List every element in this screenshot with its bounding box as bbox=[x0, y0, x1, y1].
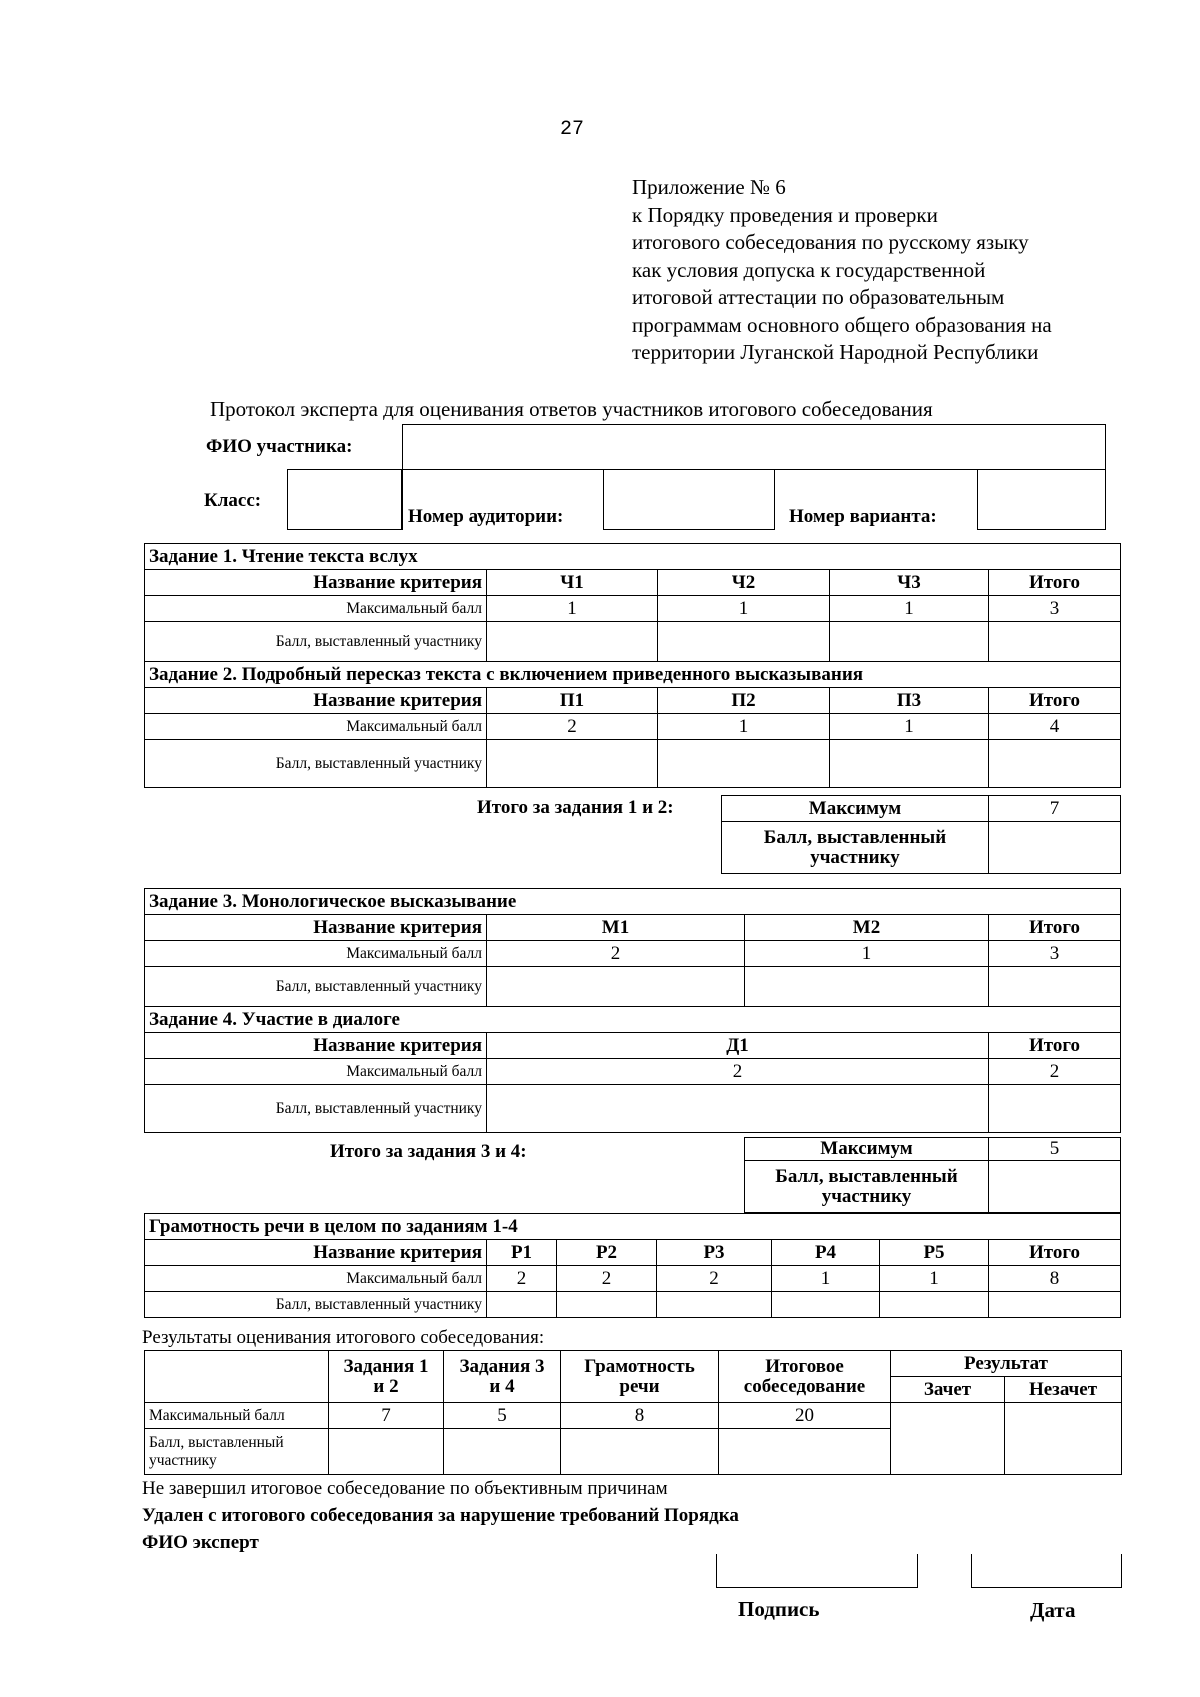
table-row bbox=[145, 1007, 1121, 1033]
score-entry-cell[interactable] bbox=[989, 740, 1121, 788]
results-row-given: Балл, выставленный участнику bbox=[145, 1429, 329, 1475]
max-score-cell: 2 bbox=[487, 1266, 557, 1292]
signature-label: Подпись bbox=[738, 1597, 820, 1621]
criterion-header: Р2 bbox=[557, 1240, 657, 1266]
table-row bbox=[145, 714, 1121, 740]
appendix-line: программам основного общего образования на bbox=[632, 312, 1052, 337]
table-row bbox=[145, 1266, 1121, 1292]
table-row bbox=[722, 822, 1121, 874]
score-entry-cell[interactable] bbox=[719, 1429, 891, 1475]
header-line: Грамотность bbox=[584, 1355, 695, 1377]
header-line: собеседование bbox=[743, 1375, 866, 1397]
table-row bbox=[145, 967, 1121, 1007]
results-max-cell: 20 bbox=[719, 1403, 891, 1429]
variant-label: Номер варианта: bbox=[789, 506, 937, 527]
table-row bbox=[145, 1059, 1121, 1085]
results-col-final bbox=[719, 1351, 891, 1403]
score-entry-cell[interactable] bbox=[487, 740, 658, 788]
table-row bbox=[145, 1403, 1122, 1429]
max-score-label: Максимальный балл bbox=[145, 1266, 487, 1292]
room-input[interactable] bbox=[603, 469, 775, 530]
max-score-cell: 1 bbox=[830, 596, 989, 622]
total-header: Итого bbox=[989, 688, 1121, 714]
criterion-header: П1 bbox=[487, 688, 658, 714]
max-score-label: Максимальный балл bbox=[145, 596, 487, 622]
maximum-value: 5 bbox=[989, 1138, 1121, 1161]
total-header: Итого bbox=[989, 915, 1121, 941]
score-entry-cell[interactable] bbox=[830, 622, 989, 662]
max-score-label: Максимальный балл bbox=[145, 941, 487, 967]
date-field[interactable] bbox=[971, 1554, 1122, 1588]
table-row bbox=[145, 688, 1121, 714]
criterion-name-label: Название критерия bbox=[145, 688, 487, 714]
criterion-header: П3 bbox=[830, 688, 989, 714]
score-entry-cell[interactable] bbox=[487, 622, 658, 662]
given-score-label: Балл, выставленный участнику bbox=[145, 1292, 487, 1318]
table-row bbox=[145, 1033, 1121, 1059]
table-row bbox=[145, 1085, 1121, 1133]
header-line: и 2 bbox=[373, 1375, 399, 1397]
results-corner bbox=[145, 1351, 329, 1403]
criterion-header: Ч2 bbox=[658, 570, 830, 596]
removed-note: Удален с итогового собеседования за нарушение требований Порядка bbox=[142, 1505, 739, 1526]
given-score-label: Балл, выставленный участнику bbox=[145, 967, 487, 1007]
criterion-name-label: Название критерия bbox=[145, 570, 487, 596]
given-score-short-label: Балл, выставленный участнику bbox=[745, 1161, 989, 1213]
score-entry-cell[interactable] bbox=[658, 740, 830, 788]
protocol-title: Протокол эксперта для оценивания ответов участников итогового собеседования bbox=[210, 397, 933, 421]
score-entry-cell[interactable] bbox=[989, 967, 1121, 1007]
divider bbox=[402, 469, 403, 530]
max-total-cell: 3 bbox=[989, 941, 1121, 967]
max-score-label: Максимальный балл bbox=[145, 714, 487, 740]
max-score-cell: 2 bbox=[487, 1059, 989, 1085]
max-score-cell: 1 bbox=[487, 596, 658, 622]
criterion-header: М1 bbox=[487, 915, 745, 941]
table-row bbox=[145, 1351, 1122, 1377]
fail-checkbox-cell[interactable] bbox=[1005, 1403, 1122, 1475]
given-score-label: Балл, выставленный участнику bbox=[145, 740, 487, 788]
score-entry-cell[interactable] bbox=[745, 967, 989, 1007]
date-label: Дата bbox=[1030, 1598, 1076, 1622]
results-row-max: Максимальный балл bbox=[145, 1403, 329, 1429]
criterion-header: М2 bbox=[745, 915, 989, 941]
appendix-line: итоговой аттестации по образовательным bbox=[632, 285, 1005, 309]
fio-input[interactable] bbox=[402, 424, 1106, 470]
results-max-cell: 8 bbox=[561, 1403, 719, 1429]
criterion-header: Р5 bbox=[880, 1240, 989, 1266]
fio-label: ФИО участника: bbox=[206, 436, 353, 457]
score-entry-cell[interactable] bbox=[880, 1292, 989, 1318]
results-max-cell: 7 bbox=[329, 1403, 444, 1429]
score-entry-cell[interactable] bbox=[830, 740, 989, 788]
literacy-table bbox=[144, 1213, 1121, 1318]
variant-input[interactable] bbox=[977, 469, 1106, 530]
task1-title: Задание 1. Чтение текста вслух bbox=[145, 544, 1121, 570]
total-header: Итого bbox=[989, 1240, 1121, 1266]
criterion-header: П2 bbox=[658, 688, 830, 714]
score-entry-cell[interactable] bbox=[557, 1292, 657, 1318]
appendix-line: территории Луганской Народной Республики bbox=[632, 340, 1039, 364]
task3-title: Задание 3. Монологическое высказывание bbox=[145, 889, 1121, 915]
signature-field[interactable] bbox=[716, 1554, 918, 1588]
results-col-tasks34 bbox=[444, 1351, 561, 1403]
table-row bbox=[145, 941, 1121, 967]
score-entry-cell[interactable] bbox=[989, 822, 1121, 874]
table-row bbox=[722, 796, 1121, 822]
table-row bbox=[145, 915, 1121, 941]
max-score-label: Максимальный балл bbox=[145, 1059, 487, 1085]
results-col-literacy bbox=[561, 1351, 719, 1403]
table-row bbox=[145, 544, 1121, 570]
score-entry-cell[interactable] bbox=[487, 967, 745, 1007]
score-entry-cell[interactable] bbox=[658, 622, 830, 662]
literacy-title: Грамотность речи в целом по заданиям 1-4 bbox=[145, 1214, 1121, 1240]
results-col-tasks12 bbox=[329, 1351, 444, 1403]
criterion-header: Р4 bbox=[772, 1240, 880, 1266]
table-row bbox=[145, 889, 1121, 915]
given-score-short-label: Балл, выставленный участнику bbox=[722, 822, 989, 874]
score-entry-cell[interactable] bbox=[657, 1292, 772, 1318]
max-total-cell: 2 bbox=[989, 1059, 1121, 1085]
maximum-label: Максимум bbox=[745, 1138, 989, 1161]
score-entry-cell[interactable] bbox=[989, 1085, 1121, 1133]
criterion-header: Р1 bbox=[487, 1240, 557, 1266]
max-total-cell: 4 bbox=[989, 714, 1121, 740]
table-row bbox=[145, 740, 1121, 788]
score-entry-cell[interactable] bbox=[989, 1292, 1121, 1318]
appendix-line: Приложение № 6 bbox=[632, 175, 786, 199]
max-total-cell: 8 bbox=[989, 1266, 1121, 1292]
page-number: 27 bbox=[560, 118, 585, 141]
table-row bbox=[745, 1138, 1121, 1161]
score-entry-cell[interactable] bbox=[487, 1292, 557, 1318]
maximum-label: Максимум bbox=[722, 796, 989, 822]
max-score-cell: 2 bbox=[487, 941, 745, 967]
class-input[interactable] bbox=[287, 469, 402, 530]
criterion-header: Ч3 bbox=[830, 570, 989, 596]
appendix-header bbox=[632, 174, 1052, 367]
summary34-label: Итого за задания 3 и 4: bbox=[330, 1141, 527, 1162]
max-total-cell: 3 bbox=[989, 596, 1121, 622]
criterion-name-label: Название критерия bbox=[145, 1240, 487, 1266]
appendix-line: как условия допуска к государственной bbox=[632, 257, 986, 282]
max-score-cell: 1 bbox=[745, 941, 989, 967]
header-line: Задания 1 bbox=[343, 1355, 429, 1377]
task2-title: Задание 2. Подробный пересказ текста с включением приведенного высказывания bbox=[145, 662, 1121, 688]
max-score-cell: 2 bbox=[487, 714, 658, 740]
results-col-result: Результат bbox=[891, 1351, 1122, 1377]
maximum-value: 7 bbox=[989, 796, 1121, 822]
table-row bbox=[145, 570, 1121, 596]
table-row bbox=[145, 1214, 1121, 1240]
not-completed-note: Не завершил итоговое собеседование по объективным причинам bbox=[142, 1478, 668, 1499]
pass-checkbox-cell[interactable] bbox=[891, 1403, 1005, 1475]
table-row bbox=[145, 1292, 1121, 1318]
appendix-line: итогового собеседования по русскому языку bbox=[632, 230, 1029, 254]
summary12-label: Итого за задания 1 и 2: bbox=[477, 797, 674, 818]
room-label: Номер аудитории: bbox=[408, 506, 564, 527]
score-entry-cell[interactable] bbox=[329, 1429, 444, 1475]
tasks-3-4-table bbox=[144, 888, 1121, 1133]
total-header: Итого bbox=[989, 570, 1121, 596]
score-entry-cell[interactable] bbox=[989, 1161, 1121, 1213]
header-line: и 4 bbox=[489, 1375, 515, 1397]
score-entry-cell[interactable] bbox=[772, 1292, 880, 1318]
max-score-cell: 1 bbox=[658, 714, 830, 740]
table-row bbox=[145, 596, 1121, 622]
max-score-cell: 1 bbox=[772, 1266, 880, 1292]
tasks-1-2-table bbox=[144, 543, 1121, 788]
score-entry-cell[interactable] bbox=[561, 1429, 719, 1475]
total-header: Итого bbox=[989, 1033, 1121, 1059]
criterion-header: Р3 bbox=[657, 1240, 772, 1266]
header-line: Задания 3 bbox=[459, 1355, 545, 1377]
results-col-pass: Зачет bbox=[891, 1377, 1005, 1403]
results-max-cell: 5 bbox=[444, 1403, 561, 1429]
header-line: Итоговое bbox=[765, 1355, 844, 1377]
header-line: речи bbox=[619, 1375, 660, 1397]
results-col-fail: Незачет bbox=[1005, 1377, 1122, 1403]
summary34-table bbox=[744, 1137, 1121, 1213]
given-score-label: Балл, выставленный участнику bbox=[145, 622, 487, 662]
criterion-header: Д1 bbox=[487, 1033, 989, 1059]
task4-title: Задание 4. Участие в диалоге bbox=[145, 1007, 1121, 1033]
max-score-cell: 2 bbox=[657, 1266, 772, 1292]
summary12-table bbox=[721, 795, 1121, 874]
table-row bbox=[145, 1240, 1121, 1266]
results-caption: Результаты оценивания итогового собеседования: bbox=[142, 1327, 545, 1348]
max-score-cell: 1 bbox=[880, 1266, 989, 1292]
criterion-name-label: Название критерия bbox=[145, 1033, 487, 1059]
table-row bbox=[745, 1161, 1121, 1213]
score-entry-cell[interactable] bbox=[444, 1429, 561, 1475]
score-entry-cell[interactable] bbox=[487, 1085, 989, 1133]
criterion-name-label: Название критерия bbox=[145, 915, 487, 941]
max-score-cell: 1 bbox=[830, 714, 989, 740]
score-entry-cell[interactable] bbox=[989, 622, 1121, 662]
table-row bbox=[145, 622, 1121, 662]
criterion-header: Ч1 bbox=[487, 570, 658, 596]
appendix-line: к Порядку проведения и проверки bbox=[632, 202, 938, 227]
results-table bbox=[144, 1350, 1122, 1475]
class-label: Класс: bbox=[204, 490, 262, 511]
given-score-label: Балл, выставленный участнику bbox=[145, 1085, 487, 1133]
max-score-cell: 2 bbox=[557, 1266, 657, 1292]
max-score-cell: 1 bbox=[658, 596, 830, 622]
table-row bbox=[145, 662, 1121, 688]
expert-label: ФИО эксперт bbox=[142, 1532, 259, 1553]
